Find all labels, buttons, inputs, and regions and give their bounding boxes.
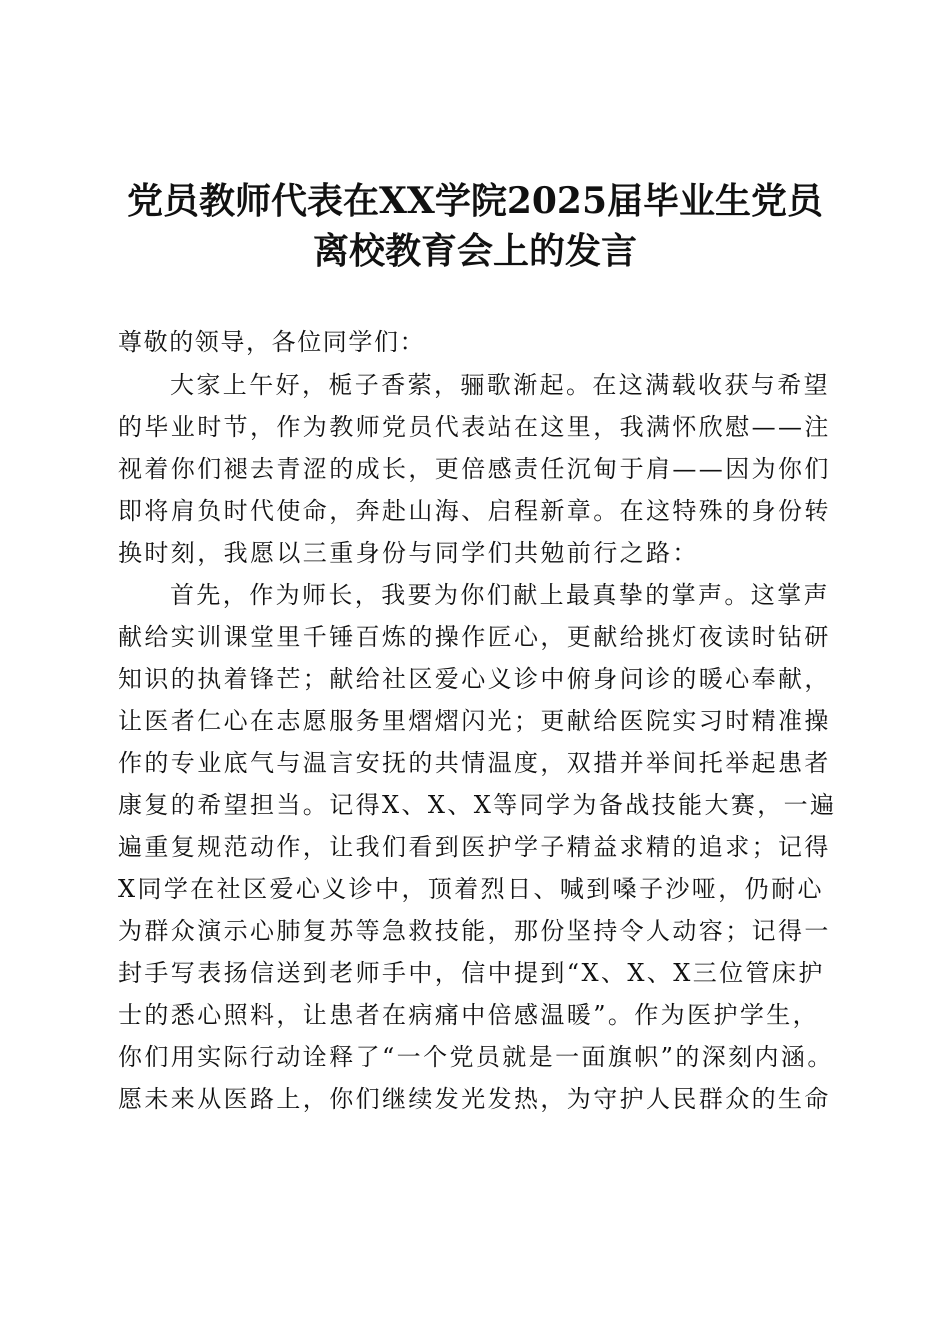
salutation: 尊敬的领导，各位同学们： xyxy=(118,328,426,356)
paragraph-2-line: 你们用实际行动诠释了“一个党员就是一面旗帜”的深刻内涵。 xyxy=(118,1043,834,1071)
paragraph-1-line: 即将肩负时代使命，奔赴山海、启程新章。在这特殊的身份转 xyxy=(118,497,831,525)
paragraph-2-line: 愿未来从医路上，你们继续发光发热，为守护人民群众的生命 xyxy=(118,1085,831,1113)
paragraph-1-line: 大家上午好，栀子香萦，骊歌渐起。在这满载收获与希望 xyxy=(170,371,830,399)
paragraph-1 xyxy=(118,364,838,574)
paragraph-2-line: 知识的执着锋芒；献给社区爱心义诊中俯身问诊的暖心奉献， xyxy=(118,665,831,693)
title-line-2: 离校教育会上的发言 xyxy=(312,230,637,272)
document-body xyxy=(118,320,838,1120)
document-title xyxy=(100,176,850,276)
paragraph-2-line: 献给实训课堂里千锤百炼的操作匠心，更献给挑灯夜读时钻研 xyxy=(118,623,831,651)
title-line-1: 党员教师代表在XX学院2025届毕业生党员 xyxy=(126,180,824,222)
paragraph-2-line: 首先，作为师长，我要为你们献上最真挚的掌声。这掌声 xyxy=(170,581,830,609)
paragraph-2-line: 让医者仁心在志愿服务里熠熠闪光；更献给医院实习时精准操 xyxy=(118,707,831,735)
paragraph-2-line: 遍重复规范动作，让我们看到医护学子精益求精的追求；记得 xyxy=(118,833,831,861)
paragraph-2 xyxy=(118,574,838,1120)
paragraph-1-line: 的毕业时节，作为教师党员代表站在这里，我满怀欣慰——注 xyxy=(118,413,831,441)
paragraph-1-line: 视着你们褪去青涩的成长，更倍感责任沉甸于肩——因为你们 xyxy=(118,455,831,483)
paragraph-2-line: 康复的希望担当。记得X、X、X等同学为备战技能大赛，一遍 xyxy=(118,791,837,819)
paragraph-2-line: 为群众演示心肺复苏等急救技能，那份坚持令人动容；记得一 xyxy=(118,917,831,945)
paragraph-1-line: 换时刻，我愿以三重身份与同学们共勉前行之路： xyxy=(118,539,699,567)
paragraph-2-line: 封手写表扬信送到老师手中，信中提到“X、X、X三位管床护 xyxy=(118,959,825,987)
paragraph-2-line: 士的悉心照料，让患者在病痛中倍感温暖”。作为医护学生， xyxy=(118,1001,820,1029)
paragraph-2-line: X同学在社区爱心义诊中，顶着烈日、喊到嗓子沙哑，仍耐心 xyxy=(118,875,824,903)
paragraph-2-line: 作的专业底气与温言安抚的共情温度，双措并举间托举起患者 xyxy=(118,749,831,777)
